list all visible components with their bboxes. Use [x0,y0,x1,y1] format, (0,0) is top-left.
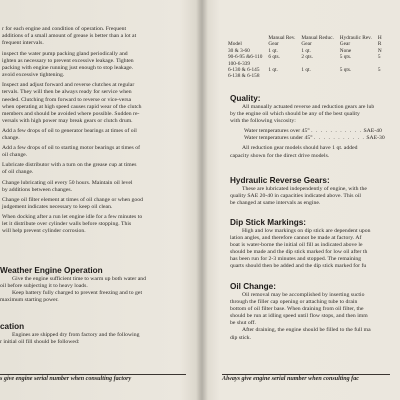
left-page [0,0,196,400]
section-heading: Quality: [230,94,261,103]
list-item [2,51,143,79]
list-item [2,82,143,125]
table-cell: 1 qt. [268,47,278,54]
list-item [2,128,143,142]
table-cell: 5 qts. [339,54,352,61]
section-line: be shut off. [230,320,256,327]
table-cell: 6-138 & 6-158 [228,73,260,80]
section-line: by the engine oil which should be any of the best quality [230,111,360,118]
list-item-line: of oil change. [2,169,34,176]
viscosity-value: SAE-30 [366,135,385,142]
list-item-line: Change lubricating oil every 50 hours. Maintain oil level [2,179,133,186]
list-item-line: Inspect and adjust forward and reverse clutches at regular [2,82,135,89]
viscosity-value: SAE-40 [363,128,382,135]
list-item-line: inspect the water pump packing gland periodically and [2,51,128,57]
dipstick-section [230,218,371,271]
section-line: should be made and the dip stick marked for low oil after th [230,249,368,256]
list-item-line: will help prevent cylinder corrosion. [2,228,86,235]
table-cell: 2 qts. [301,54,313,61]
section-line: All manually actuated reverse and reduction gears are lub [242,104,375,110]
list-item-line: judgement indicates necessary to keep oil clean. [2,203,113,210]
table-cell [301,73,339,79]
section-line: be changed at same intervals as engine. [230,200,321,207]
section-line: These are lubricated independently of engine, with the [242,186,367,192]
list-item-line: Add a few drops of oil to generator bearings at times of oil [2,127,137,134]
section-line: oil before subjecting it to heavy loads. [0,283,88,290]
section-line: capacity shown for the direct drive models. [230,152,330,159]
list-item-line: needed. Clutching from forward to reverse or vice-versa [2,96,132,103]
table-cell: 90-6-95 &6-110 [228,54,263,61]
column-header: Model [228,41,242,48]
table-row [228,73,388,79]
section-line: High and low markings on dip stick are dependent upon [242,228,371,234]
list-item-line: tervals. They will then be always ready for service when [2,89,132,96]
section-line: Oil removal may be accomplished by inserting suctio [242,292,365,298]
section-heading: Hydraulic Reverse Gears: [230,176,330,185]
table-cell: N [377,47,382,54]
list-item-line: ighten as necessary to prevent excessive leakage. Tighten [2,58,134,65]
list-item-line: When docking after a run let engine idle for a few minutes to [2,213,143,220]
page-footer: s give engine serial number when consulting factory [0,374,186,382]
section-line: quality SAE 20-40 in capacities indicated above. This oil [230,193,362,200]
viscosity-label: Water temperatures under 45° [244,135,313,142]
hydraulic-section [230,176,367,207]
section-heading: Weather Engine Operation [0,266,103,275]
list-item-line: by additions between changes. [2,186,73,193]
table-header-row [228,35,388,48]
cold-weather-section [0,266,146,304]
section-line: All reduction gear models should have 1 qt. added [242,145,358,152]
list-item-line: versals with high power may break gears or clutch drum. [2,117,133,124]
page-gutter [196,0,208,400]
section-line: Keep battery fully charged to prevent freezing and to get [12,290,143,297]
table-cell: 1 qt. [268,67,278,74]
list-item [2,145,143,159]
list-item-line: packing with engine running just enough to stop leakage. [2,65,134,72]
section-line: has been run for 2-3 minutes and stopped. The remaining [230,256,362,263]
right-page [208,0,400,400]
table-cell: 30 & 3-60 [228,47,250,54]
oil-capacity-table [228,35,388,80]
table-cell: 5 [377,67,381,74]
left-intro [2,26,136,47]
viscosity-label: Water temperatures over 45° [244,128,310,135]
section-heading: Oil Change: [230,282,276,291]
list-item [2,214,143,235]
column-header: Manual Reduc. Gear [301,35,334,48]
section-line: Give the engine sufficient time to warm up both water and [12,276,147,282]
table-cell: 1 qt. [301,47,311,54]
viscosity-row: Water temperatures over 45° . . . . . . . . . . . SAE-40 [244,128,382,135]
table-cell: 5 qts. [339,67,352,74]
list-item-line: Change oil filter element at times of oil change or when good [2,196,143,203]
list-item [2,180,143,194]
section-line: r initial oil fill should be followed: [0,339,80,346]
table-cell: None [339,47,352,54]
list-item [2,162,143,176]
list-item-line: Lubricate distributor with a turn on the grease cup at times [2,162,137,169]
table-cell: 5 [377,54,381,61]
table-cell [378,73,388,79]
column-header: Manual Rev. Gear [268,35,296,48]
section-line: lation angles, and therefore cannot be made at factory. Af [230,235,362,242]
list-item-line: change. [2,135,20,142]
section-line: dip stick. [230,334,252,341]
section-line: through the filler cap opening or attaching tube to drain [230,299,358,306]
list-item-line: oil change. [2,152,28,159]
list-item [2,197,143,211]
section-line: quarts should then be added and the dip stick marked for fu [230,263,367,270]
column-header: H R [377,35,382,48]
column-header: Hydraulic Rev. Gear [339,35,372,48]
section-line: bottom of oil filter base. When draining from oil filter, the [230,306,364,313]
lubrication-section [0,322,139,346]
section-line: with the following viscosity: [230,118,296,125]
quality-section [230,94,385,160]
left-intro-line: frequent intervals. [2,40,44,47]
table-cell: 6-130 & 6-145 [228,67,260,74]
section-line: maximum starting power. [0,297,59,304]
viscosity-list [230,128,385,142]
section-line: Engines are shipped dry from factory and the following [12,332,140,338]
page-footer: Always give engine serial number when consulting fac [222,374,390,382]
oil-change-section [230,282,371,342]
section-line: should be run at idling speed until flow stops, and then imm [230,313,368,320]
list-item-line: when operating at high speed causes rapid wear of the clutch [2,103,142,110]
table-cell: 1 qt. [301,67,311,74]
section-heading: cation [0,322,25,331]
maintenance-list [2,51,143,238]
left-intro-line: r for each engine and condition of operation. Frequent [2,26,127,32]
list-item-line: Add a few drops of oil to starting motor bearings at times of [2,145,141,152]
list-item-line: members and should be avoided where possible. Sudden re- [2,110,140,117]
table-cell: 6 qts. [268,54,280,61]
list-item-line: let it distribute over cylinder walls before stopping. This [2,220,132,227]
table-cell: 100-6-339 [228,60,251,67]
list-item-line: avoid excessive tightening. [2,72,65,79]
section-heading: Dip Stick Markings: [230,218,306,227]
table-cell [268,73,301,79]
section-line: boat is water-borne the initial oil fill as indicated above le [230,242,363,249]
table-cell [340,73,378,79]
section-line: After draining, the engine should be filled to the full ma [242,327,371,334]
viscosity-row: Water temperatures under 45° . . . . . . . . . . . SAE-30 [244,135,385,142]
left-intro-line: additions of a small amount of grease is better than a lot at [2,33,137,40]
